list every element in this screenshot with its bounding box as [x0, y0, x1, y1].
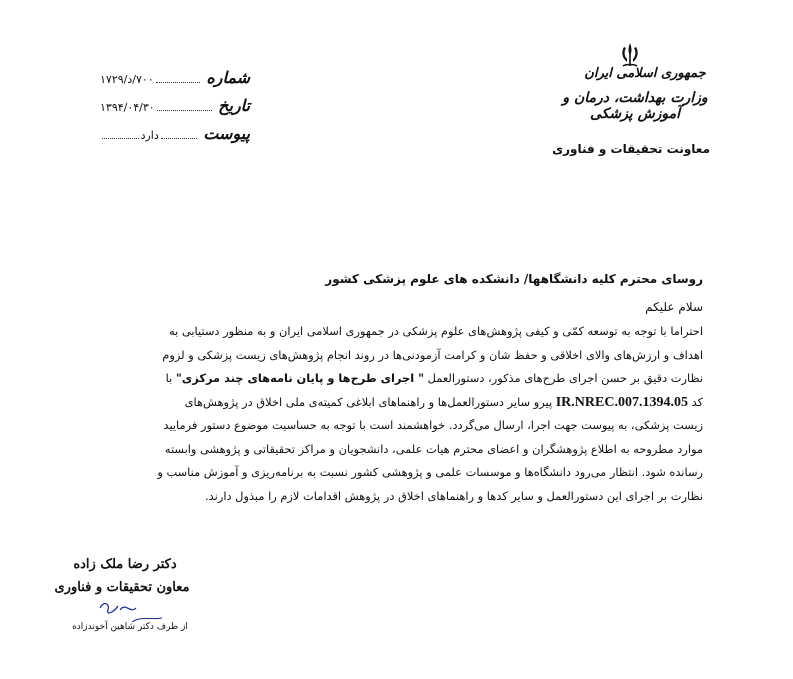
ministry-line2: وزارت بهداشت، درمان و آموزش پزشکی — [562, 90, 708, 122]
number-label: شماره — [206, 68, 250, 87]
dotted-line — [102, 138, 139, 139]
body-line: نظارت دقیق بر حسن اجرای طرح‌های مذکور، دستورالعمل " اجرای طرح‌ها و پایان نامه‌های چند مرکزی" با — [165, 371, 703, 385]
on-behalf-note: از طرف دکتر شاهین آخوندزاده — [72, 622, 188, 632]
greeting: سلام علیکم — [645, 300, 703, 314]
attachment-row — [100, 124, 250, 152]
dotted-line — [157, 110, 212, 111]
handwritten-signature — [70, 590, 190, 640]
letter-body — [90, 320, 703, 508]
attachment-value: دارد — [140, 129, 159, 142]
dotted-line — [156, 82, 201, 83]
body-line: رسانده شود. انتظار می‌رود دانشگاه‌ها و موسسات علمی و پژوهشی کشور نسبت به برنامه‌ریزی و آموزش مناسب و — [157, 465, 703, 479]
letter-meta — [100, 68, 250, 152]
date-value: ۱۳۹۴/۰۴/۳۰ — [100, 101, 155, 114]
date-row — [100, 96, 250, 124]
ethics-code: IR.NREC.007.1394.05 — [555, 394, 688, 410]
body-line: کد IR.NREC.007.1394.05 پیرو سایر دستورالعمل‌ها و راهنماهای ابلاغی کمیته‌ی ملی اخلاق در پژوهش‌های — [184, 394, 703, 410]
dotted-line — [161, 138, 198, 139]
salutation: روسای محترم کلیه دانشگاهها/ دانشکده های علوم پزشکی کشور — [325, 272, 703, 286]
number-row — [100, 68, 250, 96]
guideline-title: " اجرای طرح‌ها و پایان نامه‌های چند مرکزی" — [175, 371, 425, 385]
body-line: احتراما با توجه به توسعه کمّی و کیفی پژوهش‌های علوم پزشکی در جمهوری اسلامی ایران و به منظور دستیابی به — [168, 324, 703, 338]
body-line: زیست پزشکی، به پیوست جهت اجرا، ارسال می‌گردد. خواهشمند است با توجه به حساسیت موضوع دستور فرمایید — [163, 418, 703, 432]
body-line: موارد مطروحه به اطلاع پژوهشگران و اعضای محترم هیات علمی، دانشجویان و مراکز تحقیقاتی و پژوهشی وابسته — [164, 441, 703, 456]
date-label: تاریخ — [218, 96, 250, 115]
signatory-title: معاون تحقیقات و فناوری — [54, 580, 190, 595]
signatory-name: دکتر رضا ملک زاده — [73, 557, 177, 572]
body-line: اهداف و ارزش‌های والای اخلاقی و حفظ شان و کرامت آزمودنی‌ها در روند انجام پژوهش‌های زیست پزشکی و لزوم — [162, 347, 703, 362]
attachment-label: پیوست — [203, 124, 250, 143]
number-value: ۷۰۰/د/۱۷۲۹ — [100, 73, 154, 86]
deputy-office: معاونت تحقیقات و فناوری — [552, 142, 710, 156]
ministry-line1: جمهوری اسلامی ایران — [584, 66, 706, 81]
body-line: نظارت بر اجرای این دستورالعمل و سایر کدها و راهنماهای اخلاق در پژوهش اقدامات لازم را مبذول دارند. — [205, 488, 703, 503]
